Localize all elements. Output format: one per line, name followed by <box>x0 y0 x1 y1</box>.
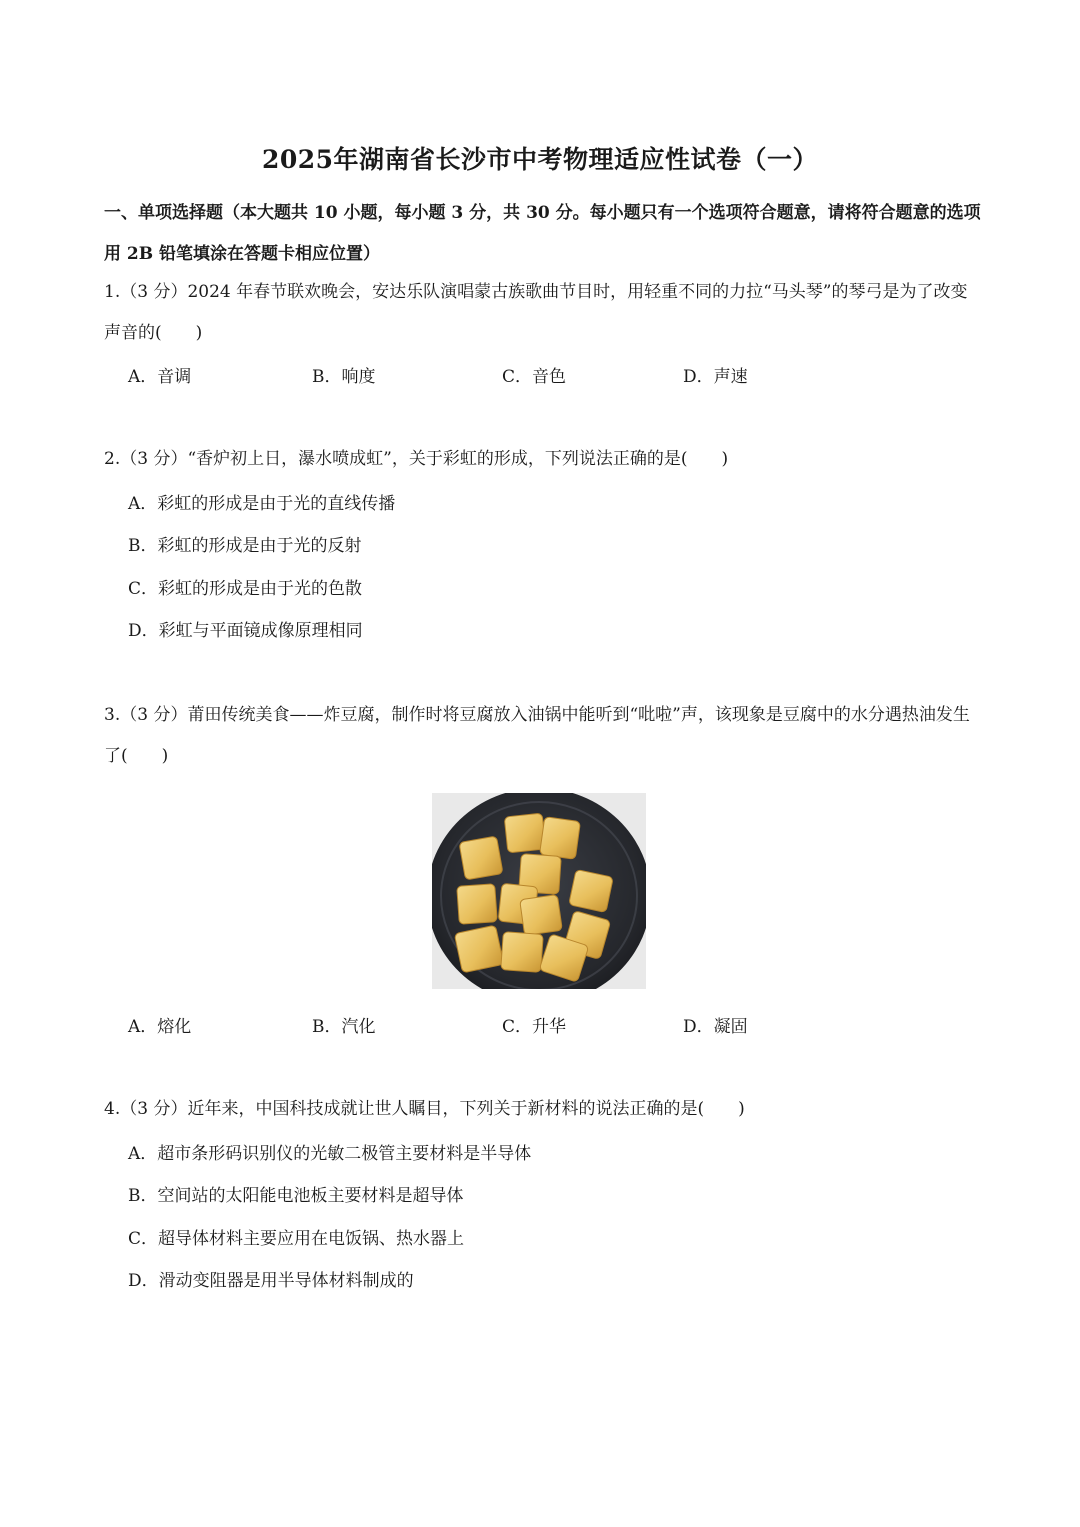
fried-tofu-photo <box>432 793 646 989</box>
question-1-stem: 1.（3 分）2024 年春节联欢晚会，安达乐队演唱蒙古族歌曲节目时，用轻重不同的力拉“马头琴”的琴弓是为了改变声音的( ) <box>104 282 968 343</box>
question-2-option-b: B．彩虹的形成是由于光的反射 <box>128 536 362 556</box>
question-2-option-c: C．彩虹的形成是由于光的色散 <box>128 579 363 599</box>
question-2-option-a: A．彩虹的形成是由于光的直线传播 <box>128 494 396 514</box>
fried-tofu-image <box>432 793 646 989</box>
exam-title: 2025年湖南省长沙市中考物理适应性试卷（一） <box>261 145 819 174</box>
question-1-option-b: B．响度 <box>312 367 376 387</box>
question-4-stem: 4.（3 分）近年来，中国科技成就让世人瞩目，下列关于新材料的说法正确的是( ) <box>104 1099 745 1119</box>
question-2-option-d: D．彩虹与平面镜成像原理相同 <box>128 621 363 641</box>
question-3-option-b: B．汽化 <box>312 1017 376 1037</box>
question-1-option-d: D．声速 <box>683 367 748 387</box>
question-3-stem: 3.（3 分）莆田传统美食——炸豆腐，制作时将豆腐放入油锅中能听到“吡啦”声，该现象是豆腐中的水分遇热油发生了( ) <box>104 705 970 766</box>
question-2-stem: 2.（3 分）“香炉初上日，瀑水喷成虹”，关于彩虹的形成，下列说法正确的是( ) <box>104 449 729 469</box>
question-3-option-a: A．熔化 <box>128 1017 192 1037</box>
question-1-option-a: A．音调 <box>128 367 192 387</box>
question-4-option-d: D．滑动变阻器是用半导体材料制成的 <box>128 1271 414 1291</box>
question-4-option-a: A．超市条形码识别仪的光敏二极管主要材料是半导体 <box>128 1144 532 1164</box>
question-3-option-d: D．凝固 <box>683 1017 748 1037</box>
section-heading: 一、单项选择题（本大题共 10 小题，每小题 3 分，共 30 分。每小题只有一个选项符合题意，请将符合题意的选项用 2B 铅笔填涂在答题卡相应位置） <box>104 203 981 264</box>
question-3-option-c: C．升华 <box>502 1017 567 1037</box>
question-4-option-b: B．空间站的太阳能电池板主要材料是超导体 <box>128 1186 464 1206</box>
question-4-option-c: C．超导体材料主要应用在电饭锅、热水器上 <box>128 1229 465 1249</box>
question-1-option-c: C．音色 <box>502 367 567 387</box>
